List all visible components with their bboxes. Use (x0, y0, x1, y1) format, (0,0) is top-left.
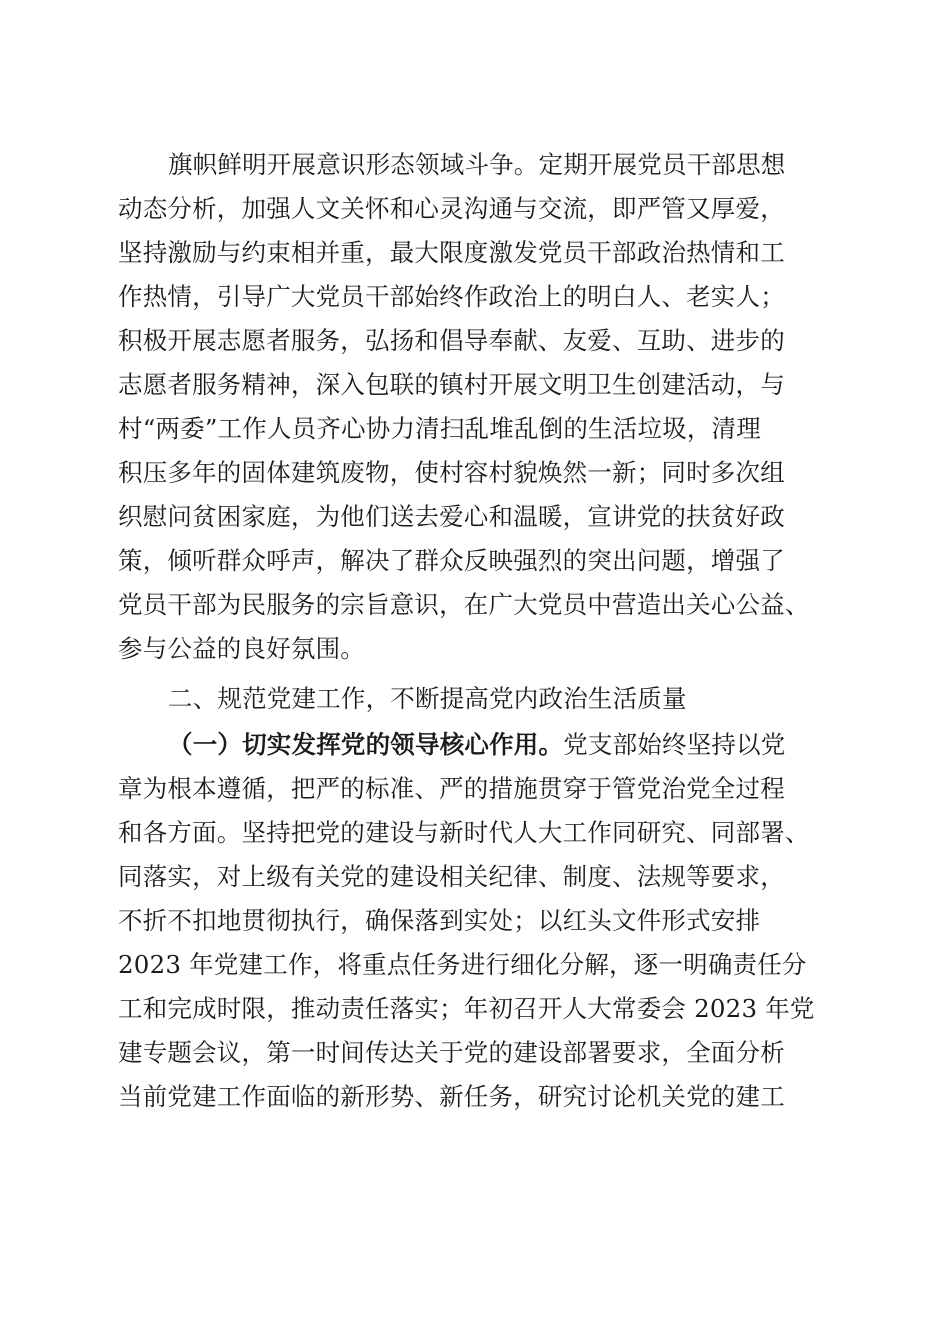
paragraph-1-line-7: 村“两委”工作人员齐心协力清扫乱堆乱倒的生活垃圾，清理 (118, 414, 761, 443)
paragraph-1-line-11: 党员干部为民服务的宗旨意识，在广大党员中营造出关心公益、 (118, 590, 810, 619)
paragraph-1-line-9: 织慰问贫困家庭，为他们送去爱心和温暖，宣讲党的扶贫好政 (118, 502, 785, 531)
paragraph-2-line-9: 当前党建工作面临的新形势、新任务，研究讨论机关党的建工 (118, 1082, 785, 1111)
paragraph-2-line-7: 工和完成时限，推动责任落实；年初召开人大常委会 2023 年党 (118, 994, 815, 1023)
paragraph-1-line-12: 参与公益的良好氛围。 (118, 634, 365, 663)
paragraph-2-line-8: 建专题会议，第一时间传达关于党的建设部署要求，全面分析 (118, 1038, 785, 1067)
paragraph-1-line-3: 坚持激励与约束相并重，最大限度激发党员干部政治热情和工 (118, 238, 785, 267)
section-heading: 二、规范党建工作，不断提高党内政治生活质量 (168, 684, 687, 713)
paragraph-1-line-4: 作热情，引导广大党员干部始终作政治上的明白人、老实人； (118, 282, 785, 311)
paragraph-2-line-5: 不折不扣地贯彻执行，确保落到实处；以红头文件形式安排 (118, 906, 761, 935)
paragraph-1-line-5: 积极开展志愿者服务，弘扬和倡导奉献、友爱、互助、进步的 (118, 326, 785, 355)
paragraph-1-line-1: 旗帜鲜明开展意识形态领域斗争。定期开展党员干部思想 (168, 150, 786, 179)
paragraph-1-line-2: 动态分析，加强人文关怀和心灵沟通与交流，即严管又厚爱， (118, 194, 785, 223)
paragraph-2-line-1 (168, 723, 786, 767)
paragraph-2-bold-lead: （一）切实发挥党的领导核心作用。 (168, 730, 564, 759)
paragraph-1-line-10: 策，倾听群众呼声，解决了群众反映强烈的突出问题，增强了 (118, 546, 785, 575)
paragraph-2-first-line-rest: 党支部始终坚持以党 (563, 730, 786, 759)
paragraph-2-line-2: 章为根本遵循，把严的标准、严的措施贯穿于管党治党全过程 (118, 774, 785, 803)
paragraph-1-line-6: 志愿者服务精神，深入包联的镇村开展文明卫生创建活动，与 (118, 370, 785, 399)
paragraph-2-line-3: 和各方面。坚持把党的建设与新时代人大工作同研究、同部署、 (118, 818, 810, 847)
paragraph-1-line-8: 积压多年的固体建筑废物，使村容村貌焕然一新；同时多次组 (118, 458, 785, 487)
paragraph-2-line-4: 同落实，对上级有关党的建设相关纪律、制度、法规等要求， (118, 862, 785, 891)
paragraph-2-line-6: 2023 年党建工作，将重点任务进行细化分解，逐一明确责任分 (118, 950, 807, 979)
